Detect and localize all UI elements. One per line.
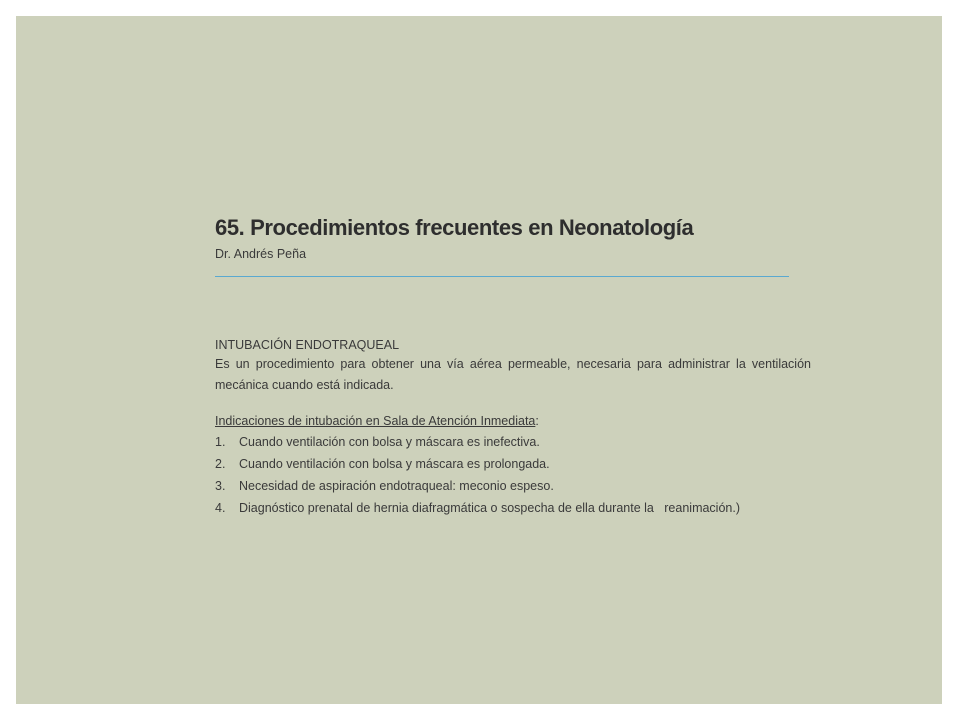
list-item-text: Cuando ventilación con bolsa y máscara es inefectiva. (239, 435, 540, 449)
section-intro: Es un procedimiento para obtener una vía aérea permeable, necesaria para administrar la ventilación mecánica cuando está indicada. (215, 357, 811, 392)
list-item-number: 1. (215, 435, 226, 449)
list-item (215, 453, 811, 475)
author-name: Dr. Andrés Peña (215, 247, 307, 261)
list-item (215, 431, 811, 453)
title-divider (215, 276, 789, 277)
list-item-number: 3. (215, 479, 226, 493)
list-item-text: Necesidad de aspiración endotraqueal: meconio espeso. (239, 479, 554, 493)
list-item-number: 2. (215, 457, 226, 471)
list-item (215, 475, 811, 497)
slide (16, 16, 942, 704)
list-item (215, 497, 811, 519)
slide-content (215, 214, 811, 519)
indications-heading (215, 411, 811, 431)
list-item-text: Diagnóstico prenatal de hernia diafragmática o sospecha de ella durante la reanimación.) (239, 501, 740, 515)
section-title: INTUBACIÓN ENDOTRAQUEAL (215, 338, 400, 352)
list-item-text: Cuando ventilación con bolsa y máscara es prolongada. (239, 457, 550, 471)
indications-heading-suffix: : (535, 414, 539, 428)
list-item-number: 4. (215, 501, 226, 515)
indications-list (215, 431, 811, 519)
indications-heading-text: Indicaciones de intubación en Sala de Atención Inmediata (215, 414, 536, 428)
page-title: 65. Procedimientos frecuentes en Neonatología (215, 215, 694, 240)
